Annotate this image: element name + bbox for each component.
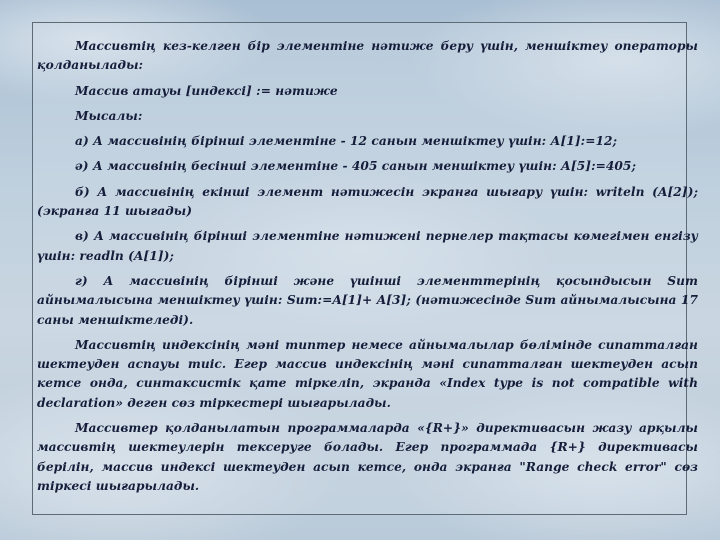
slide-text (37, 37, 698, 502)
paragraph-example-g: г) А массивінің бірінші және үшінші элементтерінің қосындысын Sum айнымалысына меншіктеу үшін: Sum:=A[1]+ A[3]; (нәтижесінде Sum айнымалысына 17 саны меншіктеледі). (37, 273, 698, 327)
paragraph-assignment-intro: Массивтің кез-келген бір элементіне нәтиже беру үшін, меншіктеу операторы қолданылады: (37, 39, 698, 73)
paragraph-index-limit: Массивтің индексінің мәні типтер немесе айнымалылар бөлімінде сипатталған шектеуден аспауы тиіс. Егер массив индексінің мәні сипатталған шектеуден асып кетсе онда, синтаксистік қате тіркеліп, экранда «Index type is not compatible with declaration» деген сөз тіркестері шығарылады. (37, 337, 698, 410)
paragraph-examples-heading: Мысалы: (75, 108, 143, 123)
paragraph-assignment-syntax: Массив атауы [индексі] := нәтиже (75, 83, 338, 98)
paragraph-example-b: б) А массивінің екінші элемент нәтижесін экранға шығару үшін: writeln (A[2]); (экранға 11 шығады) (37, 184, 698, 219)
paragraph-example-v: в) А массивінің бірінші элементіне нәтижені пернелер тақтасы көмегімен енгізу үшін: readln (A[1]); (37, 229, 698, 263)
paragraph-example-ae: ә) А массивінің бесінші элементіне - 405 санын меншіктеу үшін: А[5]:=405; (75, 159, 637, 174)
paragraph-example-a: а) А массивінің бірінші элементіне - 12 санын меншіктеу үшін: А[1]:=12; (75, 134, 618, 149)
paragraph-range-check: Массивтер қолданылатын программаларда «{R+}» директивасын жазу арқылы массивтің шектеулерін тексеруге болады. Егер программада {R+} директивасы берілін, массив индексі шектеуден асып кетсе, онда экранға "Range check error" сөз тіркесі шығарылады. (37, 421, 698, 493)
